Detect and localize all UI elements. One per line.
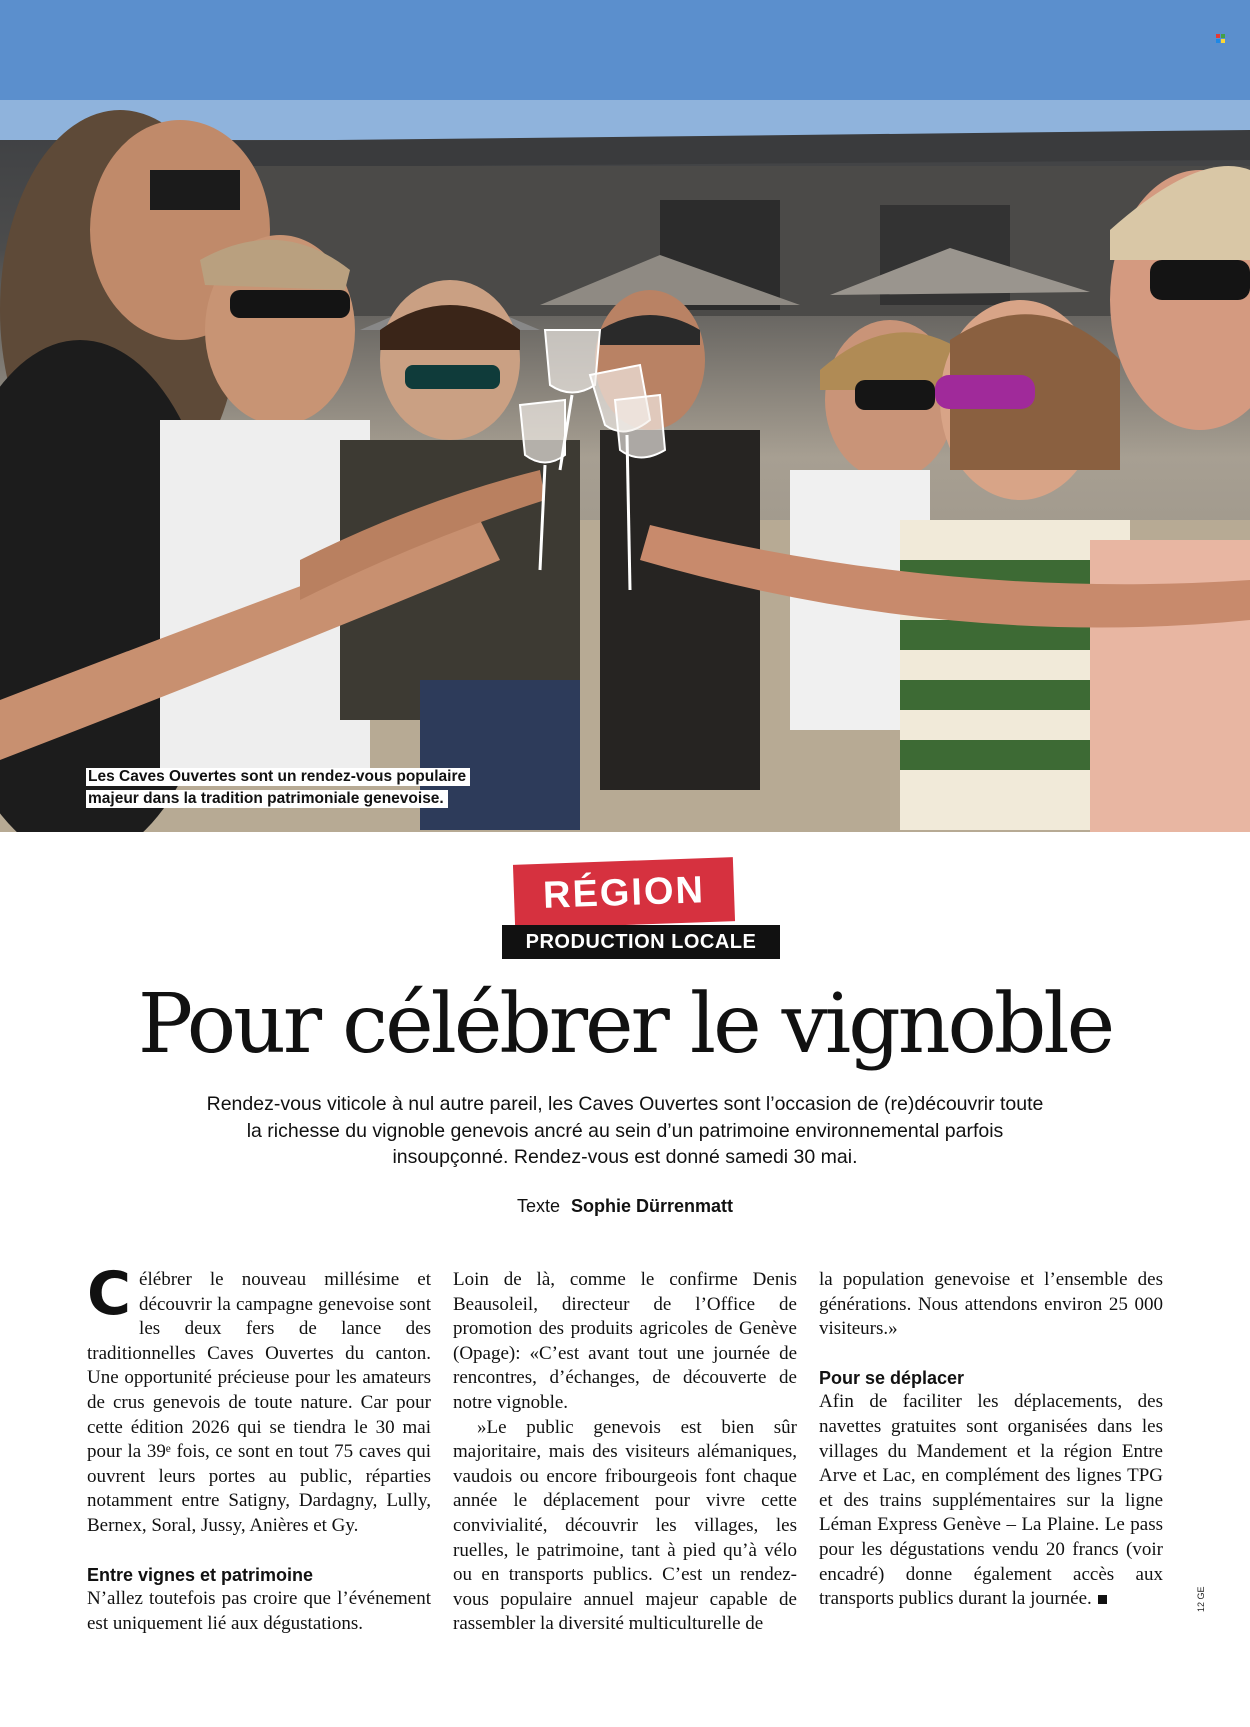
section-subrubric: PRODUCTION LOCALE: [502, 925, 780, 959]
byline: [0, 1196, 1250, 1217]
section-rubric: RÉGION: [513, 857, 735, 929]
paragraph: Célébrer le nouveau millésime et découvrir la campagne genevoise sont les deux fers de lance des traditionnelles Caves Ouvertes du canton. Une opportunité précieuse pour les amateurs de crus genevois de toute nature. Car pour cette édition 2026 qui se tiendra le 30 mai pour la 39ᵉ fois, ce sont en tout 75 caves qui ouvrent leurs portes au public, réparties notamment entre Satigny, Dardagny, Lully, Bernex, Soral, Jussy, Anières et Gy.: [87, 1259, 431, 1536]
dropcap: C: [87, 1259, 132, 1329]
paragraph: N’allez toutefois pas croire que l’événement est uniquement lié aux dégustations.: [87, 1588, 431, 1634]
page-folio: 12 GE: [1196, 1586, 1206, 1612]
article-column-1: [87, 1259, 431, 1636]
paragraph: »Le public genevois est bien sûr majoritaire, mais des visiteurs alémaniques, vaudois ou encore fribourgeois font chaque année le déplacement pour vivre cette convivialité, découvrir les villages, les ruelles, le patrimoine, tant à pied qu’à vélo ou en transports publics. C’est un rendez-vous populaire annuel majeur capable de rassembler la diversité multiculturelle de: [453, 1416, 797, 1635]
subheading-vignes: Entre vignes et patrimoine: [87, 1564, 314, 1585]
hero-photo: [0, 0, 1250, 832]
photo-caption: Les Caves Ouvertes sont un rendez-vous populaire majeur dans la tradition patrimoniale genevoise.: [86, 766, 486, 810]
article-title: Pour célébrer le vignoble: [137, 977, 1113, 1072]
end-mark-icon: [1098, 1595, 1107, 1604]
hero-photo-illustration: [0, 0, 1250, 832]
byline-label: Texte: [516, 1196, 560, 1216]
article-column-3: [819, 1268, 1163, 1612]
paragraph: Loin de là, comme le confirme Denis Beausoleil, directeur de l’Office de promotion des produits agricoles de Genève (Opage): «C’est avant tout une journée de rencontres, d’échanges, de découverte de notre vignoble.: [453, 1269, 797, 1413]
article-lead: Rendez-vous viticole à nul autre pareil, les Caves Ouvertes sont l’occasion de (re)découvrir toute la richesse du vignoble genevois ancré au sein d’un patrimoine environnemental parfois insoupçonné. Rendez-vous est donné samedi 30 mai.: [206, 1093, 1044, 1168]
subheading-deplacer: Pour se déplacer: [819, 1367, 965, 1388]
article-column-2: [453, 1268, 797, 1637]
paragraph: la population genevoise et l’ensemble des générations. Nous attendons environ 25 000 visiteurs.»: [819, 1269, 1163, 1340]
corner-logo-icon: [1216, 34, 1226, 44]
byline-author: Sophie Dürrenmatt: [571, 1196, 734, 1216]
paragraph: Afin de faciliter les déplacements, des navettes gratuites sont organisées dans les villages du Mandement et la région Entre Arve et Lac, en complément des lignes TPG et des trains supplémentaires sur la ligne Léman Express Genève – La Plaine. Le pass pour les dégustations vendu 20 francs (voir encadré) donne également accès aux transports publics durant la journée.: [819, 1391, 1163, 1610]
